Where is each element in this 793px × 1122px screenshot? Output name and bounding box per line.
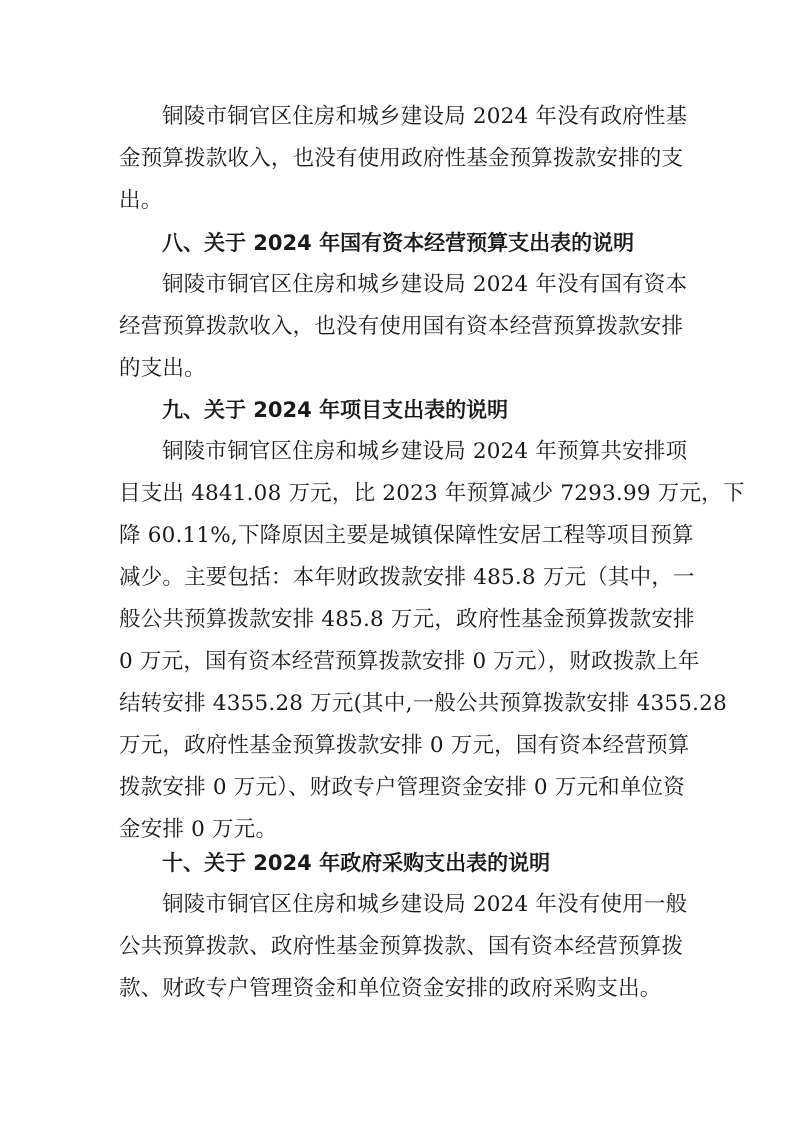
paragraph-line: 降 60.11%,下降原因主要是城镇保障性安居工程等项目预算 (119, 523, 694, 548)
paragraph-line: 的支出。 (119, 356, 206, 381)
paragraph-line: 铜陵市铜官区住房和城乡建设局 2024 年没有国有资本 (162, 272, 688, 297)
paragraph-line: 目支出 4841.08 万元，比 2023 年预算减少 7293.99 万元，下 (119, 481, 745, 506)
section-continuation (119, 96, 688, 222)
paragraph-line: 金安排 0 万元。 (119, 817, 278, 842)
section-8 (119, 222, 688, 390)
paragraph-line: 铜陵市铜官区住房和城乡建设局 2024 年没有政府性基 (162, 104, 688, 129)
paragraph-line: 般公共预算拨款安排 485.8 万元，政府性基金预算拨款安排 (119, 607, 695, 632)
paragraph-line: 拨款安排 0 万元）、财政专户管理资金安排 0 万元和单位资 (119, 775, 685, 800)
paragraph-line: 金预算拨款收入，也没有使用政府性基金预算拨款安排的支 (119, 146, 684, 171)
section-heading: 八、关于 2024 年国有资本经营预算支出表的说明 (162, 231, 635, 255)
paragraph-line: 公共预算拨款、政府性基金预算拨款、国有资本经营预算拨 (119, 934, 684, 959)
section-9 (119, 389, 745, 851)
paragraph-line: 万元，政府性基金预算拨款安排 0 万元，国有资本经营预算 (119, 733, 690, 758)
paragraph-line: 经营预算拨款收入，也没有使用国有资本经营预算拨款安排 (119, 314, 684, 339)
section-10 (119, 842, 688, 1010)
paragraph-line: 减少。主要包括：本年财政拨款安排 485.8 万元（其中，一 (119, 565, 695, 590)
paragraph-line: 铜陵市铜官区住房和城乡建设局 2024 年预算共安排项 (162, 439, 688, 464)
section-heading: 十、关于 2024 年政府采购支出表的说明 (162, 851, 551, 875)
paragraph-line: 铜陵市铜官区住房和城乡建设局 2024 年没有使用一般 (162, 892, 688, 917)
paragraph-line: 款、财政专户管理资金和单位资金安排的政府采购支出。 (119, 976, 662, 1001)
paragraph-line: 结转安排 4355.28 万元(其中,一般公共预算拨款安排 4355.28 (119, 691, 727, 716)
section-heading: 九、关于 2024 年项目支出表的说明 (162, 398, 509, 422)
paragraph-line: 出。 (119, 188, 163, 213)
paragraph-line: 0 万元，国有资本经营预算拨款安排 0 万元），财政拨款上年 (119, 649, 700, 674)
